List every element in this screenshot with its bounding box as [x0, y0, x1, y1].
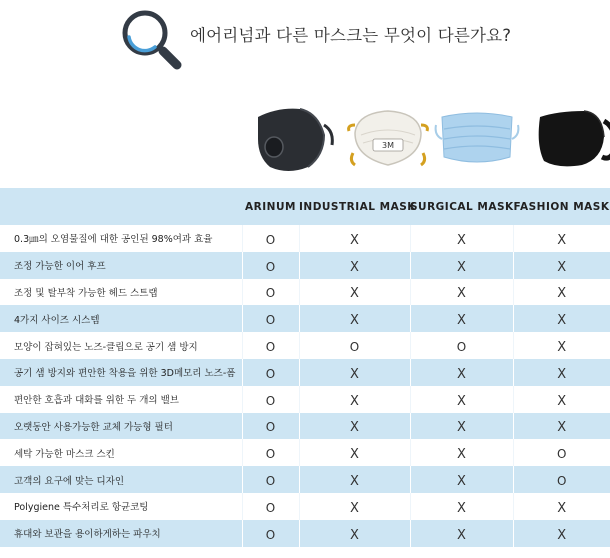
circle-mark-icon: O	[265, 286, 276, 301]
cross-mark-icon: X	[457, 474, 466, 490]
feature-label: 고객의 요구에 맞는 디자인	[14, 475, 125, 487]
table-row	[0, 520, 610, 547]
fashion-mask-cell	[513, 439, 610, 466]
surgical-mask-cell	[410, 493, 513, 520]
industrial-mask-cell	[299, 279, 410, 306]
arinum-cell	[242, 359, 299, 386]
feature-label: Polygiene 특수처리로 항균코팅	[14, 502, 149, 514]
table-row	[0, 225, 610, 252]
circle-mark-icon: O	[265, 420, 276, 435]
cross-mark-icon: X	[457, 232, 466, 248]
cross-mark-icon: X	[457, 420, 466, 436]
table-row	[0, 359, 610, 386]
cross-mark-icon: X	[457, 286, 466, 302]
cross-mark-icon: X	[457, 447, 466, 463]
fashion-mask-image	[528, 95, 610, 185]
cross-mark-icon: X	[350, 366, 359, 382]
cross-mark-icon: X	[457, 313, 466, 329]
feature-label: 휴대와 보관을 용이하게하는 파우치	[14, 529, 161, 541]
feature-label: 공기 샘 방지와 편안한 착용을 위한 3D메모리 노즈-폼	[14, 368, 236, 380]
circle-mark-icon: O	[557, 474, 567, 489]
arinum-cell	[242, 332, 299, 359]
surgical-mask-cell	[410, 225, 513, 252]
cross-mark-icon: X	[350, 474, 359, 490]
arinum-cell	[242, 252, 299, 279]
industrial-mask-cell	[299, 413, 410, 440]
surgical-mask-cell	[410, 252, 513, 279]
arinum-cell	[242, 279, 299, 306]
fashion-mask-cell	[513, 252, 610, 279]
circle-mark-icon: O	[265, 393, 276, 408]
table-row	[0, 386, 610, 413]
table-row	[0, 279, 610, 306]
fashion-mask-cell	[513, 493, 610, 520]
circle-mark-icon: O	[265, 340, 276, 355]
cross-mark-icon: X	[557, 259, 567, 275]
industrial-mask-cell	[299, 520, 410, 547]
circle-mark-icon: O	[265, 474, 276, 489]
circle-mark-icon: O	[265, 313, 276, 328]
fashion-mask-cell	[513, 520, 610, 547]
surgical-mask-cell	[410, 520, 513, 547]
cross-mark-icon: X	[350, 313, 359, 329]
industrial-mask-cell	[299, 225, 410, 252]
circle-mark-icon: O	[265, 259, 276, 274]
fashion-mask-cell	[513, 386, 610, 413]
fashion-mask-cell	[513, 305, 610, 332]
surgical-mask-cell	[410, 359, 513, 386]
fashion-mask-cell	[513, 225, 610, 252]
industrial-mask-cell	[299, 439, 410, 466]
arinum-mask-image	[248, 95, 338, 185]
fashion-mask-cell	[513, 466, 610, 493]
cross-mark-icon: X	[350, 259, 359, 275]
feature-column-header	[0, 188, 242, 225]
surgical-mask-cell	[410, 279, 513, 306]
feature-label: 0.3㎛의 오염물질에 대한 공인된 98%여과 효율	[14, 234, 213, 246]
cross-mark-icon: X	[557, 313, 567, 329]
surgical-mask-cell	[410, 386, 513, 413]
industrial-mask-cell	[299, 359, 410, 386]
cross-mark-icon: X	[350, 286, 359, 302]
circle-mark-icon: O	[265, 527, 276, 542]
table-row	[0, 439, 610, 466]
table-row	[0, 305, 610, 332]
circle-mark-icon: O	[456, 340, 467, 355]
surgical-mask-column-header: SURGICAL MASK	[410, 200, 514, 213]
arinum-column-header: ARINUM	[245, 200, 296, 213]
industrial-mask-cell	[299, 386, 410, 413]
arinum-cell	[242, 520, 299, 547]
circle-mark-icon: O	[265, 500, 276, 515]
table-row	[0, 466, 610, 493]
magnifier-icon	[115, 5, 190, 80]
feature-label: 4가지 사이즈 시스템	[14, 314, 100, 326]
arinum-cell	[242, 225, 299, 252]
cross-mark-icon: X	[457, 259, 466, 275]
surgical-mask-cell	[410, 439, 513, 466]
feature-label: 편안한 호흡과 대화를 위한 두 개의 밸브	[14, 395, 179, 407]
table-row	[0, 493, 610, 520]
industrial-mask-cell	[299, 466, 410, 493]
fashion-mask-cell	[513, 332, 610, 359]
arinum-cell	[242, 305, 299, 332]
arinum-cell	[242, 466, 299, 493]
cross-mark-icon: X	[557, 500, 567, 516]
industrial-mask-cell	[299, 252, 410, 279]
circle-mark-icon: O	[265, 232, 276, 247]
cross-mark-icon: X	[457, 527, 466, 543]
fashion-mask-cell	[513, 279, 610, 306]
mask-images	[0, 95, 610, 185]
surgical-mask-cell	[410, 466, 513, 493]
feature-label: 조정 및 탈부착 가능한 헤드 스트랩	[14, 287, 158, 299]
surgical-mask-cell	[410, 413, 513, 440]
cross-mark-icon: X	[350, 527, 359, 543]
fashion-mask-cell	[513, 359, 610, 386]
cross-mark-icon: X	[557, 340, 567, 356]
industrial-mask-column-header: INDUSTRIAL MASK	[299, 200, 416, 213]
circle-mark-icon: O	[349, 340, 360, 355]
circle-mark-icon: O	[265, 366, 276, 381]
cross-mark-icon: X	[457, 366, 466, 382]
industrial-mask-image	[343, 95, 433, 185]
industrial-mask-cell	[299, 493, 410, 520]
table-header-row	[0, 188, 610, 225]
cross-mark-icon: X	[557, 527, 567, 543]
surgical-mask-cell	[410, 305, 513, 332]
feature-label: 조정 가능한 이어 후프	[14, 261, 106, 273]
page-title: 에어리넘과 다른 마스크는 무엇이 다른가요?	[190, 26, 512, 45]
table-row	[0, 332, 610, 359]
cross-mark-icon: X	[557, 366, 567, 382]
comparison-table	[0, 188, 610, 547]
arinum-cell	[242, 413, 299, 440]
circle-mark-icon: O	[265, 447, 276, 462]
cross-mark-icon: X	[350, 447, 359, 463]
cross-mark-icon: X	[557, 420, 567, 436]
cross-mark-icon: X	[557, 393, 567, 409]
cross-mark-icon: X	[457, 500, 466, 516]
arinum-cell	[242, 439, 299, 466]
surgical-mask-cell	[410, 332, 513, 359]
cross-mark-icon: X	[350, 500, 359, 516]
svg-text:3M: 3M	[382, 141, 394, 150]
cross-mark-icon: X	[350, 393, 359, 409]
industrial-mask-cell	[299, 305, 410, 332]
arinum-cell	[242, 493, 299, 520]
header	[0, 0, 610, 80]
cross-mark-icon: X	[457, 393, 466, 409]
cross-mark-icon: X	[350, 420, 359, 436]
table-row	[0, 252, 610, 279]
feature-label: 세탁 가능한 마스크 스킨	[14, 448, 115, 460]
feature-label: 오랫동안 사용가능한 교체 가능형 필터	[14, 421, 173, 433]
circle-mark-icon: O	[557, 447, 567, 462]
table-row	[0, 413, 610, 440]
fashion-mask-cell	[513, 413, 610, 440]
industrial-mask-cell	[299, 332, 410, 359]
cross-mark-icon: X	[557, 286, 567, 302]
arinum-cell	[242, 386, 299, 413]
cross-mark-icon: X	[557, 232, 567, 248]
fashion-mask-column-header: FASHION MASK	[513, 200, 610, 213]
feature-label: 모양이 잡혀있는 노즈-클립으로 공기 샘 방지	[14, 341, 198, 353]
cross-mark-icon: X	[350, 232, 359, 248]
surgical-mask-image	[432, 95, 522, 185]
